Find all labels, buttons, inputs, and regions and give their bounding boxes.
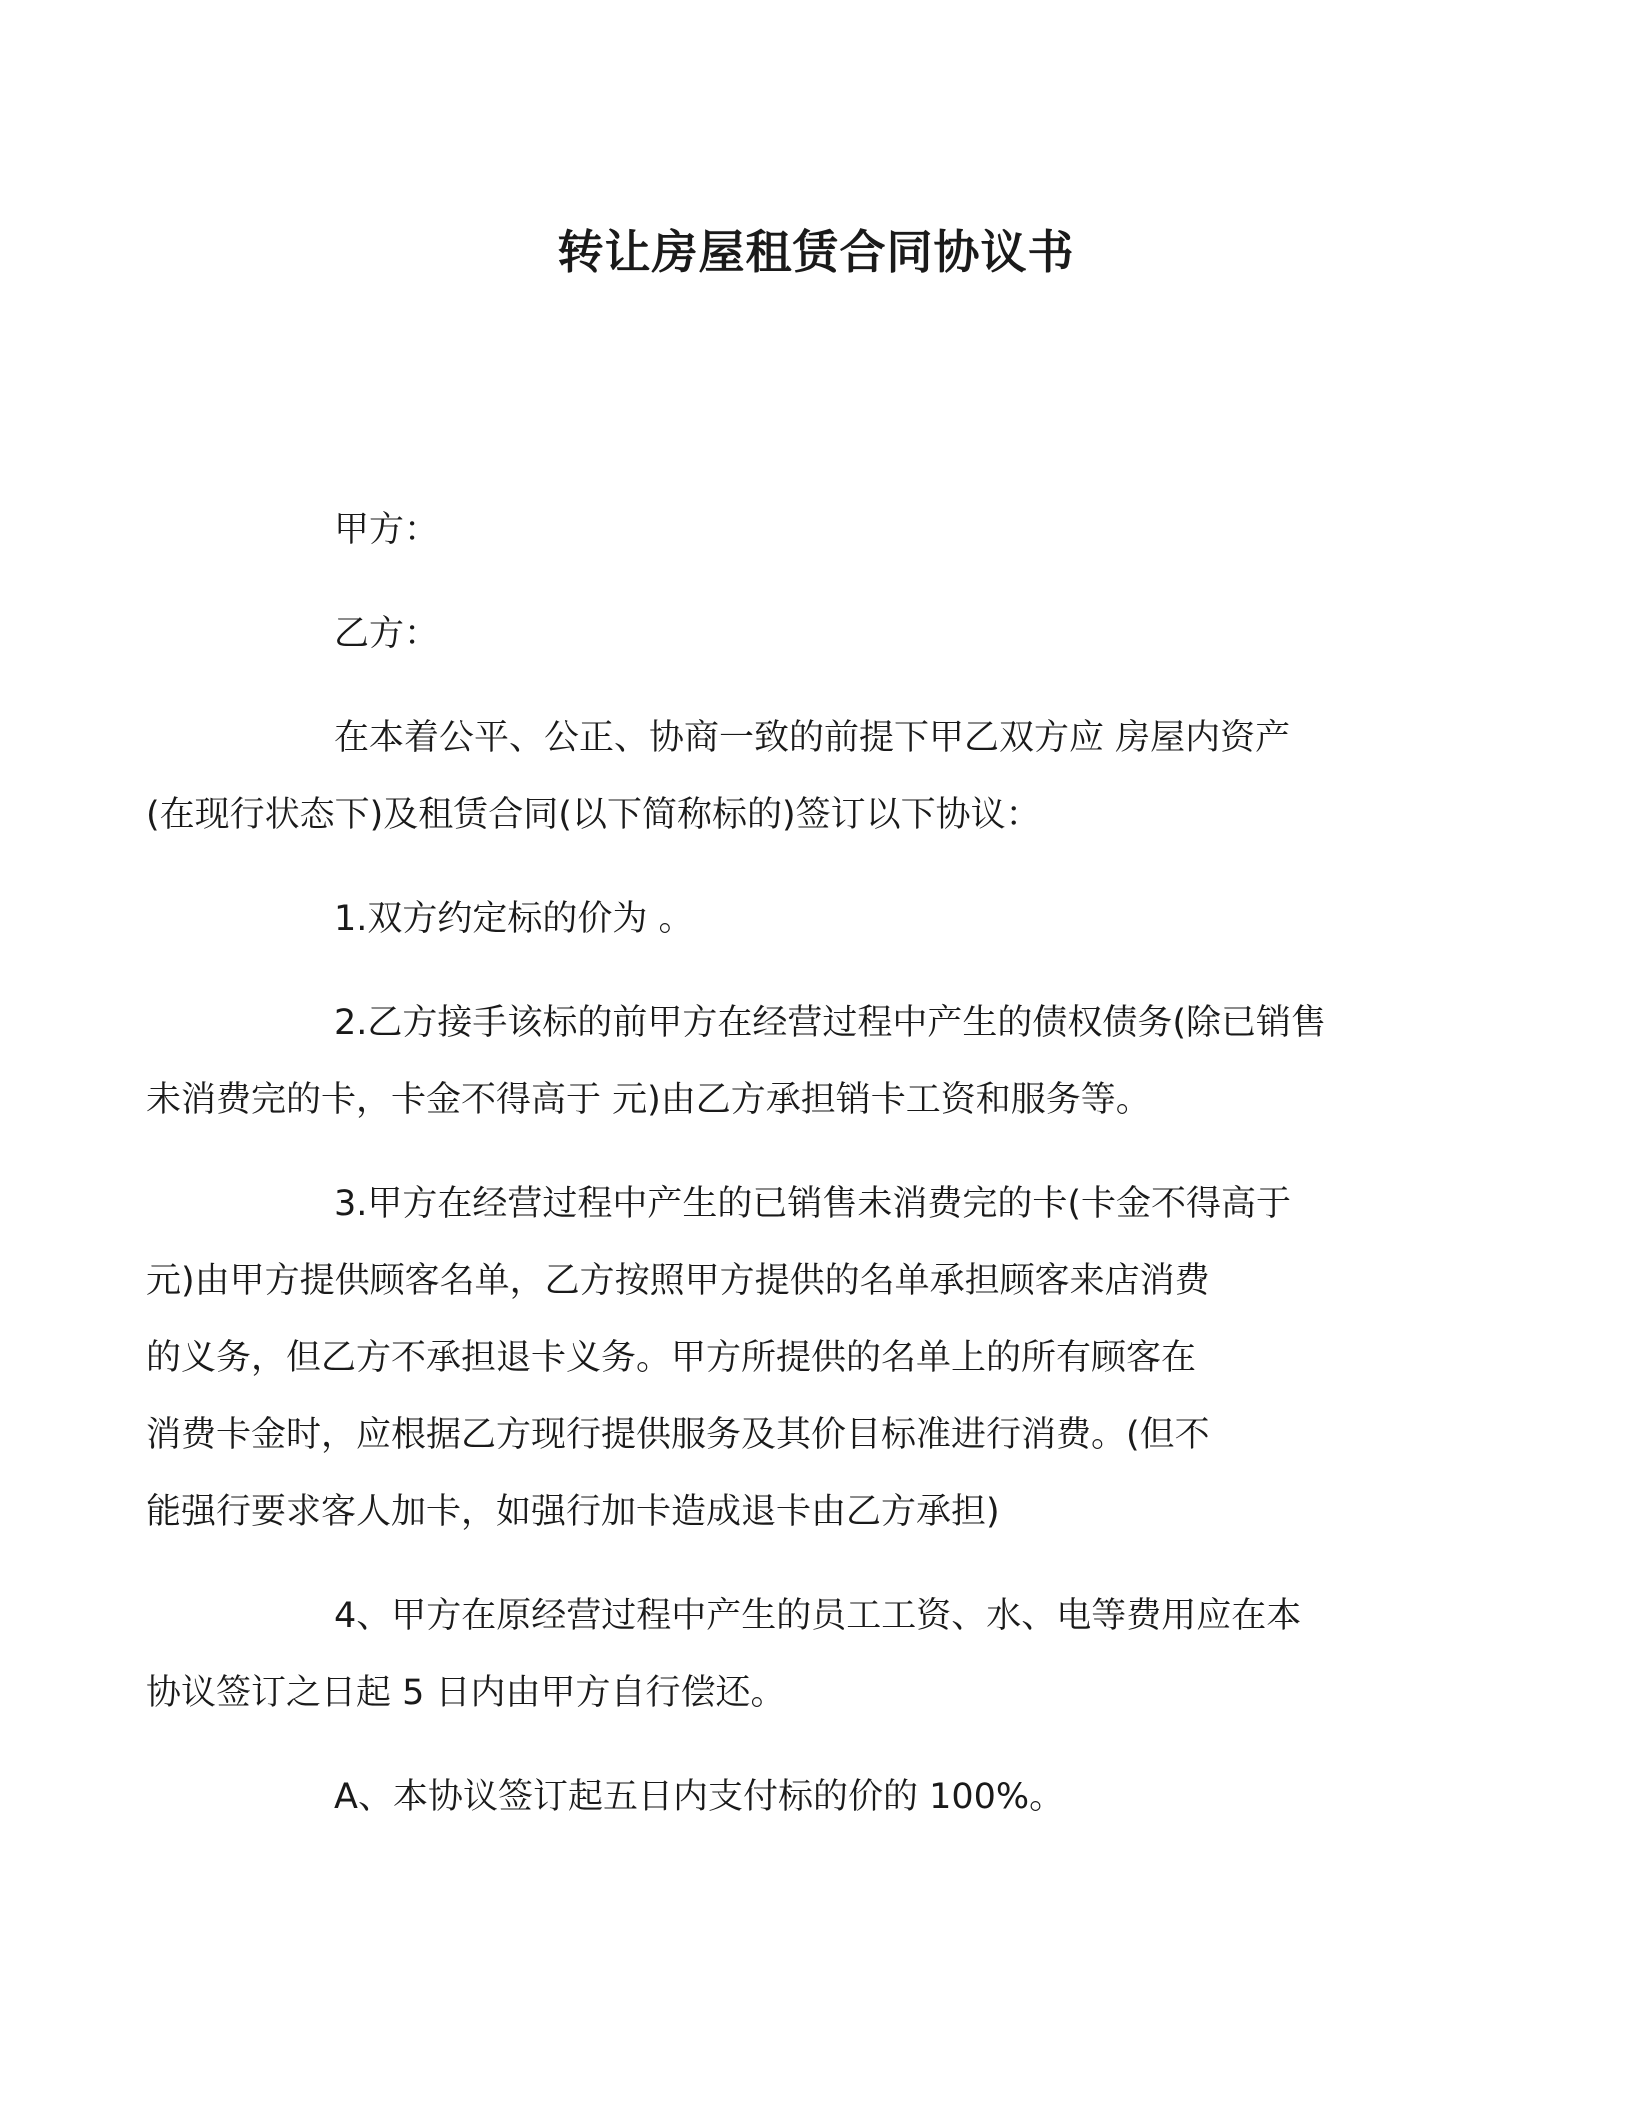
clause-1-line-1: 1.双方约定标的价为 。 — [334, 899, 694, 939]
clause-3-line-4: 消费卡金时，应根据乙方现行提供服务及其价目标准进行消费。(但不 — [146, 1415, 1210, 1455]
party-b-line — [240, 596, 1380, 673]
party-b-label: 乙方： — [334, 614, 440, 654]
clause-2-line-1: 2.乙方接手该标的前甲方在经营过程中产生的债权债务(除已销售 — [334, 1003, 1327, 1043]
clause-3-line-5: 能强行要求客人加卡，如强行加卡造成退卡由乙方承担) — [146, 1492, 1000, 1532]
clause-a-paragraph — [240, 1759, 1380, 1836]
clause-2-line-2: 未消费完的卡，卡金不得高于 元)由乙方承担销卡工资和服务等。 — [146, 1080, 1151, 1120]
intro-line-2: (在现行状态下)及租赁合同(以下简称标的)签订以下协议： — [146, 795, 1041, 835]
party-a-line — [240, 492, 1380, 569]
clause-4-paragraph — [146, 1578, 1380, 1732]
clause-3-paragraph — [146, 1166, 1380, 1551]
clause-4-line-2: 协议签订之日起 5 日内由甲方自行偿还。 — [146, 1673, 786, 1713]
clause-3-line-3: 的义务，但乙方不承担退卡义务。甲方所提供的名单上的所有顾客在 — [146, 1338, 1197, 1378]
clause-3-line-1: 3.甲方在经营过程中产生的已销售未消费完的卡(卡金不得高于 — [334, 1184, 1292, 1224]
clause-1-paragraph — [240, 881, 1380, 958]
intro-paragraph — [146, 700, 1380, 854]
party-a-label: 甲方： — [334, 510, 440, 550]
document-title: 转让房屋租赁合同协议书 — [557, 225, 1075, 279]
clause-2-paragraph — [146, 985, 1380, 1139]
clause-a-line-1: A、本协议签订起五日内支付标的价的 100%。 — [334, 1777, 1065, 1817]
document-body — [146, 492, 1380, 1863]
clause-4-line-1: 4、甲方在原经营过程中产生的员工工资、水、电等费用应在本 — [334, 1596, 1302, 1636]
intro-line-1: 在本着公平、公正、协商一致的前提下甲乙双方应 房屋内资产 — [334, 718, 1291, 758]
clause-3-line-2: 元)由甲方提供顾客名单，乙方按照甲方提供的名单承担顾客来店消费 — [146, 1261, 1210, 1301]
